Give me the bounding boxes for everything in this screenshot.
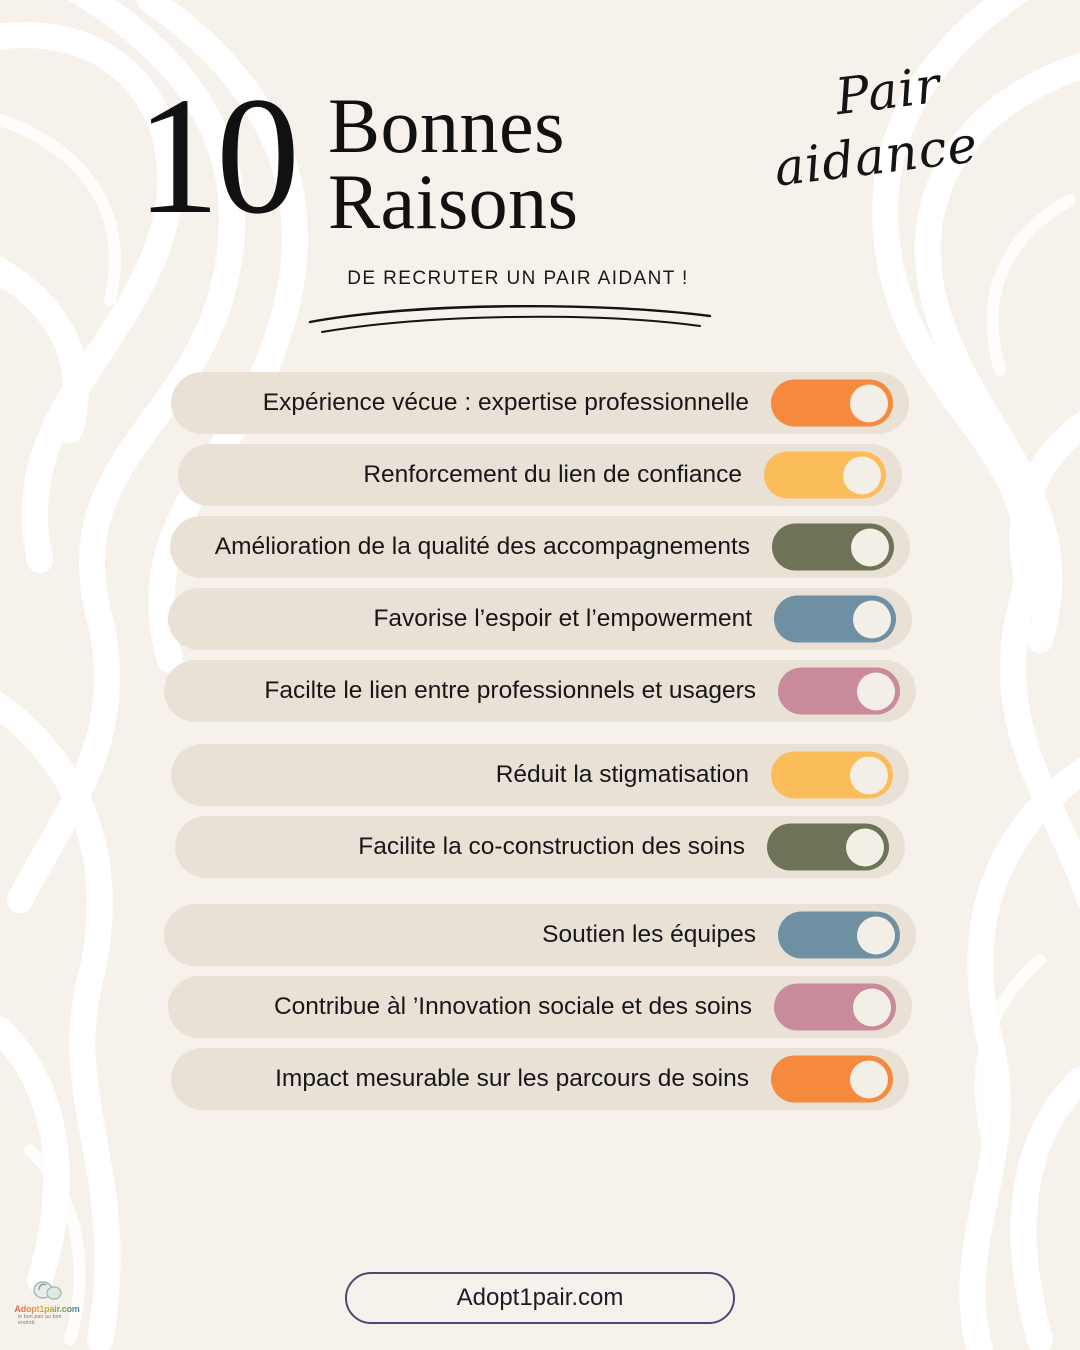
reason-label: Facilte le lien entre professionnels et usagers — [264, 677, 756, 704]
toggle-knob — [843, 456, 881, 494]
reason-row[interactable] — [171, 372, 909, 434]
reason-label: Facilite la co-construction des soins — [358, 833, 745, 860]
toggle-knob — [850, 756, 888, 794]
toggle-knob — [850, 1060, 888, 1098]
website-button[interactable] — [345, 1272, 735, 1324]
brand-logo — [14, 1274, 80, 1326]
toggle-knob — [853, 600, 891, 638]
reasons-list — [0, 372, 1080, 1120]
headline-title-line1: Bonnes — [328, 82, 565, 169]
logo-icon — [30, 1278, 64, 1304]
headline-subtitle: DE RECRUTER UN PAIR AIDANT ! — [347, 268, 689, 289]
brand-script-tag — [768, 55, 1008, 198]
reason-toggle[interactable] — [764, 452, 886, 499]
reason-row[interactable] — [168, 588, 912, 650]
reason-label: Réduit la stigmatisation — [495, 761, 749, 788]
poster-header — [0, 0, 1080, 360]
reason-label: Favorise l’espoir et l’empowerment — [373, 605, 752, 632]
reason-label: Soutien les équipes — [542, 921, 756, 948]
brand-script-line2: aidance — [771, 115, 982, 198]
reason-row[interactable] — [178, 444, 902, 506]
website-button-label: Adopt1pair.com — [456, 1284, 624, 1311]
brand-script-line1: Pair — [832, 55, 944, 127]
reason-toggle[interactable] — [771, 380, 893, 427]
reason-label: Amélioration de la qualité des accompagnements — [214, 533, 750, 560]
headline-title-line2: Raisons — [328, 157, 579, 245]
reason-label: Impact mesurable sur les parcours de soins — [275, 1065, 749, 1092]
reason-toggle[interactable] — [778, 668, 900, 715]
toggle-knob — [851, 528, 889, 566]
reason-row[interactable] — [171, 1048, 909, 1110]
underline-flourish — [300, 300, 720, 340]
toggle-knob — [850, 384, 888, 422]
reason-row[interactable] — [164, 660, 916, 722]
headline-number: 10 — [136, 63, 296, 249]
toggle-knob — [857, 916, 895, 954]
reason-row[interactable] — [170, 516, 910, 578]
toggle-knob — [857, 672, 895, 710]
reason-toggle[interactable] — [771, 1056, 893, 1103]
reason-row[interactable] — [164, 904, 916, 966]
headline-title — [328, 82, 579, 245]
reason-row[interactable] — [175, 816, 905, 878]
logo-wordmark: Adopt1pair.com — [14, 1304, 80, 1314]
reason-label: Contribue àl ’Innovation sociale et des soins — [273, 993, 752, 1020]
reason-toggle[interactable] — [767, 824, 889, 871]
reason-label: Expérience vécue : expertise professionnelle — [262, 389, 749, 416]
reason-toggle[interactable] — [771, 752, 893, 799]
toggle-knob — [846, 828, 884, 866]
reason-toggle[interactable] — [774, 984, 896, 1031]
reason-toggle[interactable] — [778, 912, 900, 959]
toggle-knob — [853, 988, 891, 1026]
reason-toggle[interactable] — [772, 524, 894, 571]
logo-tagline: le bon pair au bon endroit — [18, 1314, 62, 1326]
reason-row[interactable] — [171, 744, 909, 806]
reason-row[interactable] — [168, 976, 912, 1038]
reason-toggle[interactable] — [774, 596, 896, 643]
reason-label: Renforcement du lien de confiance — [363, 461, 742, 488]
